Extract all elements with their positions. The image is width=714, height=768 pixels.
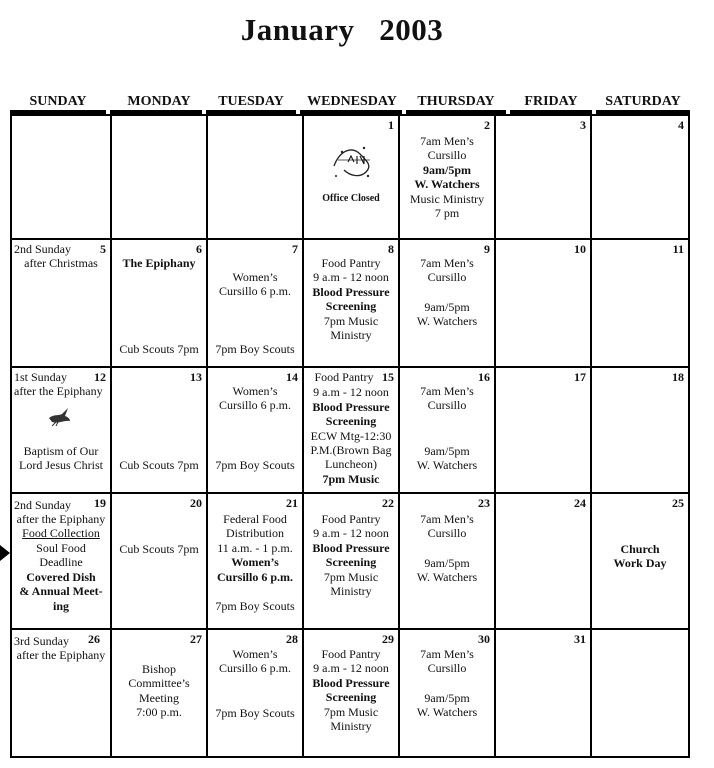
day-number: 5 bbox=[100, 242, 106, 256]
day-cell bbox=[400, 494, 496, 630]
event-line: Baptism of Our bbox=[23, 444, 99, 458]
day-number: 1 bbox=[388, 118, 394, 132]
day-number: 7 bbox=[292, 242, 298, 256]
day-cell bbox=[496, 240, 592, 368]
event-line: Women’s bbox=[232, 270, 278, 284]
new-year-logo bbox=[330, 140, 376, 182]
day-cell bbox=[12, 240, 112, 368]
day-cell bbox=[112, 116, 208, 240]
day-number: 24 bbox=[574, 496, 586, 510]
event-line: 7am Men’s bbox=[420, 512, 474, 526]
event-line: 7am Men’s bbox=[420, 134, 474, 148]
day-number: 12 bbox=[94, 370, 106, 384]
event-line: Screening bbox=[325, 414, 377, 428]
day-cell bbox=[12, 116, 112, 240]
event-line: Cursillo bbox=[427, 398, 467, 412]
day-number: 23 bbox=[478, 496, 490, 510]
event-line: Food Pantry bbox=[314, 370, 374, 384]
day-cell bbox=[592, 116, 690, 240]
day-cell bbox=[208, 494, 304, 630]
event-line: after Christmas bbox=[24, 256, 98, 270]
day-cell bbox=[208, 368, 304, 494]
day-cell bbox=[400, 630, 496, 758]
pointer-arrow-icon bbox=[0, 545, 10, 561]
day-cell bbox=[112, 494, 208, 630]
event-line: Cursillo bbox=[427, 661, 467, 675]
event-line: 9am/5pm bbox=[424, 300, 470, 314]
event-line: 7 pm bbox=[434, 206, 460, 220]
event-line: 9 a.m - 12 noon bbox=[313, 526, 389, 540]
event-line: Cursillo 6 p.m. bbox=[218, 661, 291, 675]
event-line: W. Watchers bbox=[414, 177, 480, 191]
event-line: Lord Jesus Christ bbox=[19, 458, 103, 472]
event-line: W. Watchers bbox=[416, 314, 478, 328]
day-cell bbox=[304, 494, 400, 630]
event-line: Federal Food bbox=[223, 512, 287, 526]
event-line: Screening bbox=[325, 299, 377, 313]
event-line: Women’s bbox=[232, 647, 278, 661]
event-line: 7pm Boy Scouts bbox=[215, 342, 295, 356]
event-line: 9 a.m - 12 noon bbox=[313, 385, 389, 399]
event-line: 7pm Boy Scouts bbox=[215, 706, 295, 720]
event-line: Food Pantry bbox=[321, 256, 381, 270]
weekday-header bbox=[10, 88, 690, 114]
event-line: Covered Dish bbox=[26, 570, 96, 584]
event-line: P.M.(Brown Bag bbox=[310, 443, 392, 457]
event-line: Blood Pressure bbox=[312, 541, 390, 555]
day-header-monday: MONDAY bbox=[127, 94, 191, 109]
day-number: 16 bbox=[478, 370, 490, 384]
day-cell bbox=[12, 494, 112, 630]
dove-icon bbox=[46, 404, 72, 428]
event-line: 7am Men’s bbox=[420, 256, 474, 270]
week-row bbox=[12, 240, 690, 368]
event-line: Cursillo 6 p.m. bbox=[218, 398, 291, 412]
event-line: Cursillo bbox=[427, 148, 467, 162]
day-number: 13 bbox=[190, 370, 202, 384]
day-number: 8 bbox=[388, 242, 394, 256]
event-line: 7pm Music bbox=[323, 314, 379, 328]
day-number: 6 bbox=[196, 242, 202, 256]
event-line: Distribution bbox=[225, 526, 284, 540]
day-number: 27 bbox=[190, 632, 202, 646]
event-line: 3rd Sunday bbox=[14, 634, 69, 648]
day-number: 19 bbox=[94, 496, 106, 510]
event-line: Cub Scouts 7pm bbox=[119, 542, 199, 556]
day-number: 25 bbox=[672, 496, 684, 510]
day-number: 22 bbox=[382, 496, 394, 510]
calendar-grid bbox=[10, 114, 690, 758]
day-number: 17 bbox=[574, 370, 586, 384]
event-line: 2nd Sunday bbox=[14, 498, 71, 512]
day-number: 3 bbox=[580, 118, 586, 132]
event-line: 7am Men’s bbox=[420, 647, 474, 661]
day-number: 18 bbox=[672, 370, 684, 384]
event-line: Meeting bbox=[139, 691, 179, 705]
day-number: 28 bbox=[286, 632, 298, 646]
event-line: 9am/5pm bbox=[424, 444, 470, 458]
event-line: Bishop bbox=[141, 662, 176, 676]
day-cell bbox=[400, 368, 496, 494]
event-line: after the Epiphany bbox=[14, 384, 103, 398]
event-line: 7am Men’s bbox=[420, 384, 474, 398]
day-cell bbox=[496, 368, 592, 494]
event-line: Food Pantry bbox=[321, 647, 381, 661]
day-cell bbox=[496, 630, 592, 758]
day-cell bbox=[592, 240, 690, 368]
event-line: Cub Scouts 7pm bbox=[119, 342, 199, 356]
event-line: 2nd Sunday bbox=[14, 242, 71, 256]
office-closed-note: Office Closed bbox=[322, 193, 380, 204]
week-row bbox=[12, 116, 690, 240]
day-cell bbox=[400, 116, 496, 240]
event-line: Luncheon) bbox=[325, 457, 377, 471]
event-line: The Epiphany bbox=[122, 256, 196, 270]
day-cell bbox=[304, 240, 400, 368]
event-line: Work Day bbox=[613, 556, 667, 570]
event-line: 7pm Boy Scouts bbox=[215, 458, 295, 472]
event-line: 7pm Music bbox=[323, 705, 379, 719]
day-cell bbox=[304, 368, 400, 494]
day-cell bbox=[12, 630, 112, 758]
day-number: 31 bbox=[574, 632, 586, 646]
day-header-saturday: SATURDAY bbox=[605, 94, 681, 109]
event-line: ECW Mtg-12:30 bbox=[310, 429, 392, 443]
day-number: 26 bbox=[88, 632, 100, 646]
event-line: W. Watchers bbox=[416, 705, 478, 719]
day-header-wednesday: WEDNESDAY bbox=[307, 94, 397, 109]
event-line: Food Pantry bbox=[321, 512, 381, 526]
day-number: 21 bbox=[286, 496, 298, 510]
event-line: & Annual Meet- bbox=[19, 584, 103, 598]
day-cell bbox=[400, 240, 496, 368]
event-line: Screening bbox=[325, 690, 377, 704]
event-line: Women’s bbox=[231, 555, 279, 569]
event-line: Women’s bbox=[232, 384, 278, 398]
event-line: Screening bbox=[325, 555, 377, 569]
day-cell bbox=[496, 116, 592, 240]
event-line: Blood Pressure bbox=[312, 400, 390, 414]
event-line: Committee’s bbox=[128, 676, 190, 690]
event-line: 11 a.m. - 1 p.m. bbox=[217, 541, 293, 555]
day-cell bbox=[592, 494, 690, 630]
day-cell bbox=[208, 240, 304, 368]
event-line: Music Ministry bbox=[409, 192, 485, 206]
event-line: 9 a.m - 12 noon bbox=[313, 270, 389, 284]
day-number: 15 bbox=[382, 370, 394, 384]
event-line: 7pm Boy Scouts bbox=[215, 599, 295, 613]
event-line: after the Epiphany bbox=[16, 512, 106, 526]
day-cell bbox=[208, 630, 304, 758]
week-row bbox=[12, 368, 690, 494]
event-line: Cub Scouts 7pm bbox=[119, 458, 199, 472]
event-line: 7pm Music bbox=[323, 570, 379, 584]
day-number: 2 bbox=[484, 118, 490, 132]
day-number: 9 bbox=[484, 242, 490, 256]
day-cell bbox=[208, 116, 304, 240]
day-number: 30 bbox=[478, 632, 490, 646]
event-line: 1st Sunday bbox=[14, 370, 68, 384]
day-number: 10 bbox=[574, 242, 586, 256]
event-line: 9 a.m - 12 noon bbox=[313, 661, 389, 675]
event-line: after the Epiphany bbox=[16, 648, 106, 662]
event-line: W. Watchers bbox=[416, 570, 478, 584]
day-number: 14 bbox=[286, 370, 298, 384]
day-header-thursday: THURSDAY bbox=[417, 94, 495, 109]
event-line: 9am/5pm bbox=[424, 691, 470, 705]
week-row bbox=[12, 494, 690, 630]
event-line: 7pm Music bbox=[322, 472, 380, 486]
day-cell bbox=[592, 368, 690, 494]
event-line: Church bbox=[620, 542, 660, 556]
day-cell bbox=[112, 240, 208, 368]
day-cell bbox=[496, 494, 592, 630]
day-number: 4 bbox=[678, 118, 684, 132]
event-line: 9am/5pm bbox=[424, 556, 470, 570]
day-number: 11 bbox=[672, 242, 684, 256]
event-line: Cursillo 6 p.m. bbox=[218, 284, 291, 298]
day-cell bbox=[304, 116, 400, 240]
event-line: Cursillo bbox=[427, 270, 467, 284]
event-line: Food Collection bbox=[22, 526, 100, 540]
event-line: Ministry bbox=[330, 584, 372, 598]
day-header-sunday: SUNDAY bbox=[29, 94, 87, 109]
day-cell bbox=[112, 630, 208, 758]
event-line: 7:00 p.m. bbox=[136, 705, 182, 719]
event-line: W. Watchers bbox=[416, 458, 478, 472]
day-cell bbox=[592, 630, 690, 758]
event-line: Blood Pressure bbox=[312, 676, 390, 690]
page-title: January 2003 bbox=[240, 12, 444, 47]
event-line: Ministry bbox=[330, 328, 372, 342]
day-number: 20 bbox=[190, 496, 202, 510]
event-line: Cursillo 6 p.m. bbox=[216, 570, 293, 584]
week-row bbox=[12, 630, 690, 758]
day-header-friday: FRIDAY bbox=[524, 94, 578, 109]
day-number: 29 bbox=[382, 632, 394, 646]
day-cell bbox=[112, 368, 208, 494]
event-line: Cursillo bbox=[427, 526, 467, 540]
day-cell bbox=[12, 368, 112, 494]
event-line: ing bbox=[52, 599, 69, 613]
event-line: Deadline bbox=[39, 555, 83, 569]
event-line: Ministry bbox=[330, 719, 372, 733]
day-header-tuesday: TUESDAY bbox=[218, 94, 284, 109]
day-cell bbox=[304, 630, 400, 758]
event-line: Soul Food bbox=[36, 541, 86, 555]
event-line: Blood Pressure bbox=[312, 285, 390, 299]
event-line: 9am/5pm bbox=[423, 163, 471, 177]
